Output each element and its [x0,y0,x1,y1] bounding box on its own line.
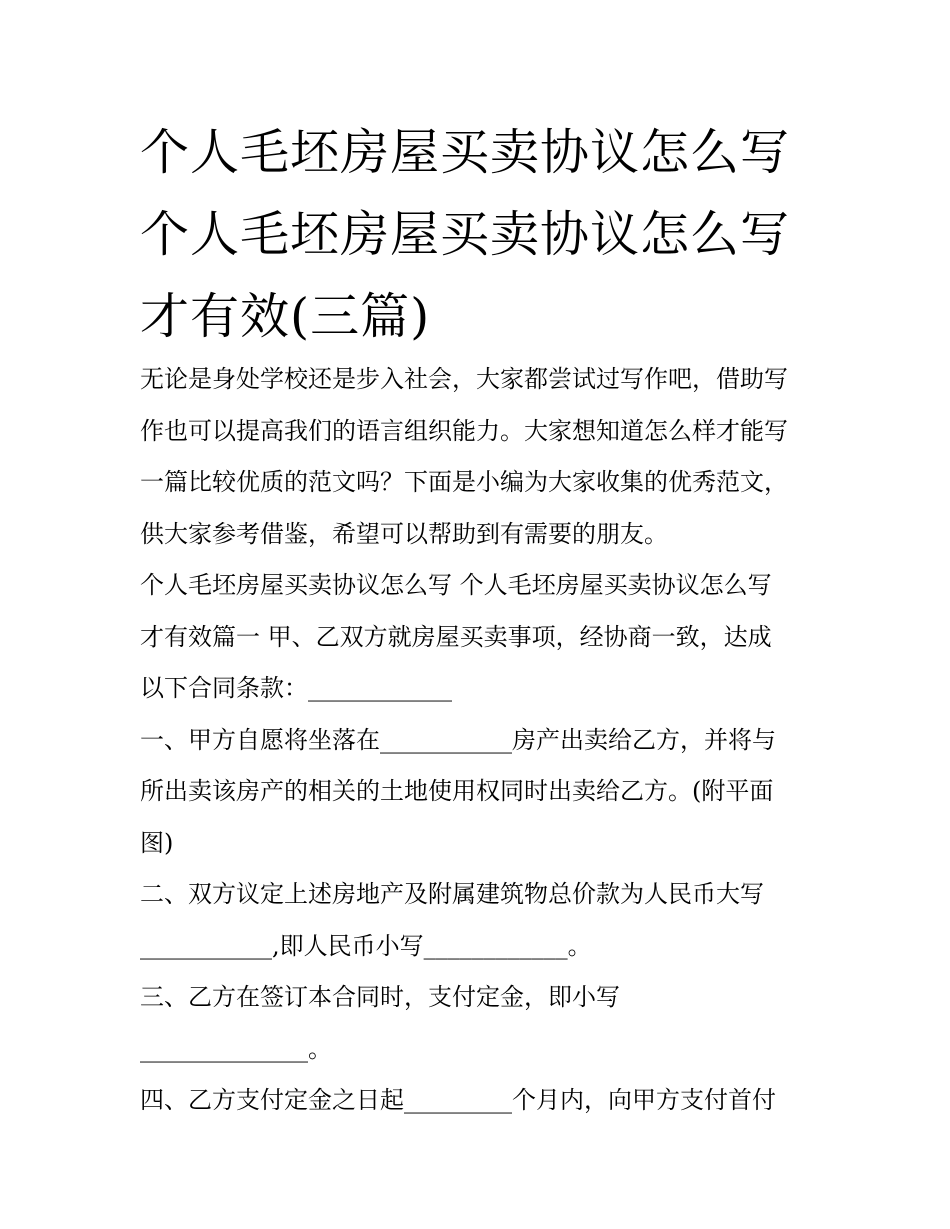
body-line: 个人毛坯房屋买卖协议怎么写 个人毛坯房屋买卖协议怎么写 [140,571,772,599]
document-title [140,112,820,358]
body-line: ______________。 [140,1034,332,1063]
body-line: 二、双方议定上述房地产及附属建筑物总价款为人民币大写 [140,880,764,908]
body-line: 图) [140,828,174,857]
title-line: 个人毛坯房屋买卖协议怎么写 [140,206,791,263]
body-line: 无论是身处学校还是步入社会，大家都尝试过写作吧，借助写 [140,365,788,393]
document-body [140,354,820,1127]
body-line: 以下合同条款：____________ [140,674,452,702]
body-line: 所出卖该房产的相关的土地使用权同时出卖给乙方。(附平面 [140,777,774,805]
title-line: 才有效(三篇) [140,288,431,345]
body-line: 作也可以提高我们的语言组织能力。大家想知道怎么样才能写 [140,416,788,445]
body-line: ___________,即人民币小写____________。 [140,931,592,960]
body-line: 才有效篇一 甲、乙双方就房屋买卖事项，经协商一致，达成 [140,622,772,651]
body-line: 三、乙方在签订本合同时，支付定金，即小写 [140,983,620,1011]
body-line: 供大家参考借鉴，希望可以帮助到有需要的朋友。 [140,519,668,548]
body-line: 一、甲方自愿将坐落在___________房产出卖给乙方，并将与 [140,725,776,754]
body-line: 一篇比较优质的范文吗？下面是小编为大家收集的优秀范文， [140,468,788,496]
body-line: 四、乙方支付定金之日起_________个月内，向甲方支付首付 [140,1086,776,1114]
title-line: 个人毛坯房屋买卖协议怎么写 [140,124,791,181]
